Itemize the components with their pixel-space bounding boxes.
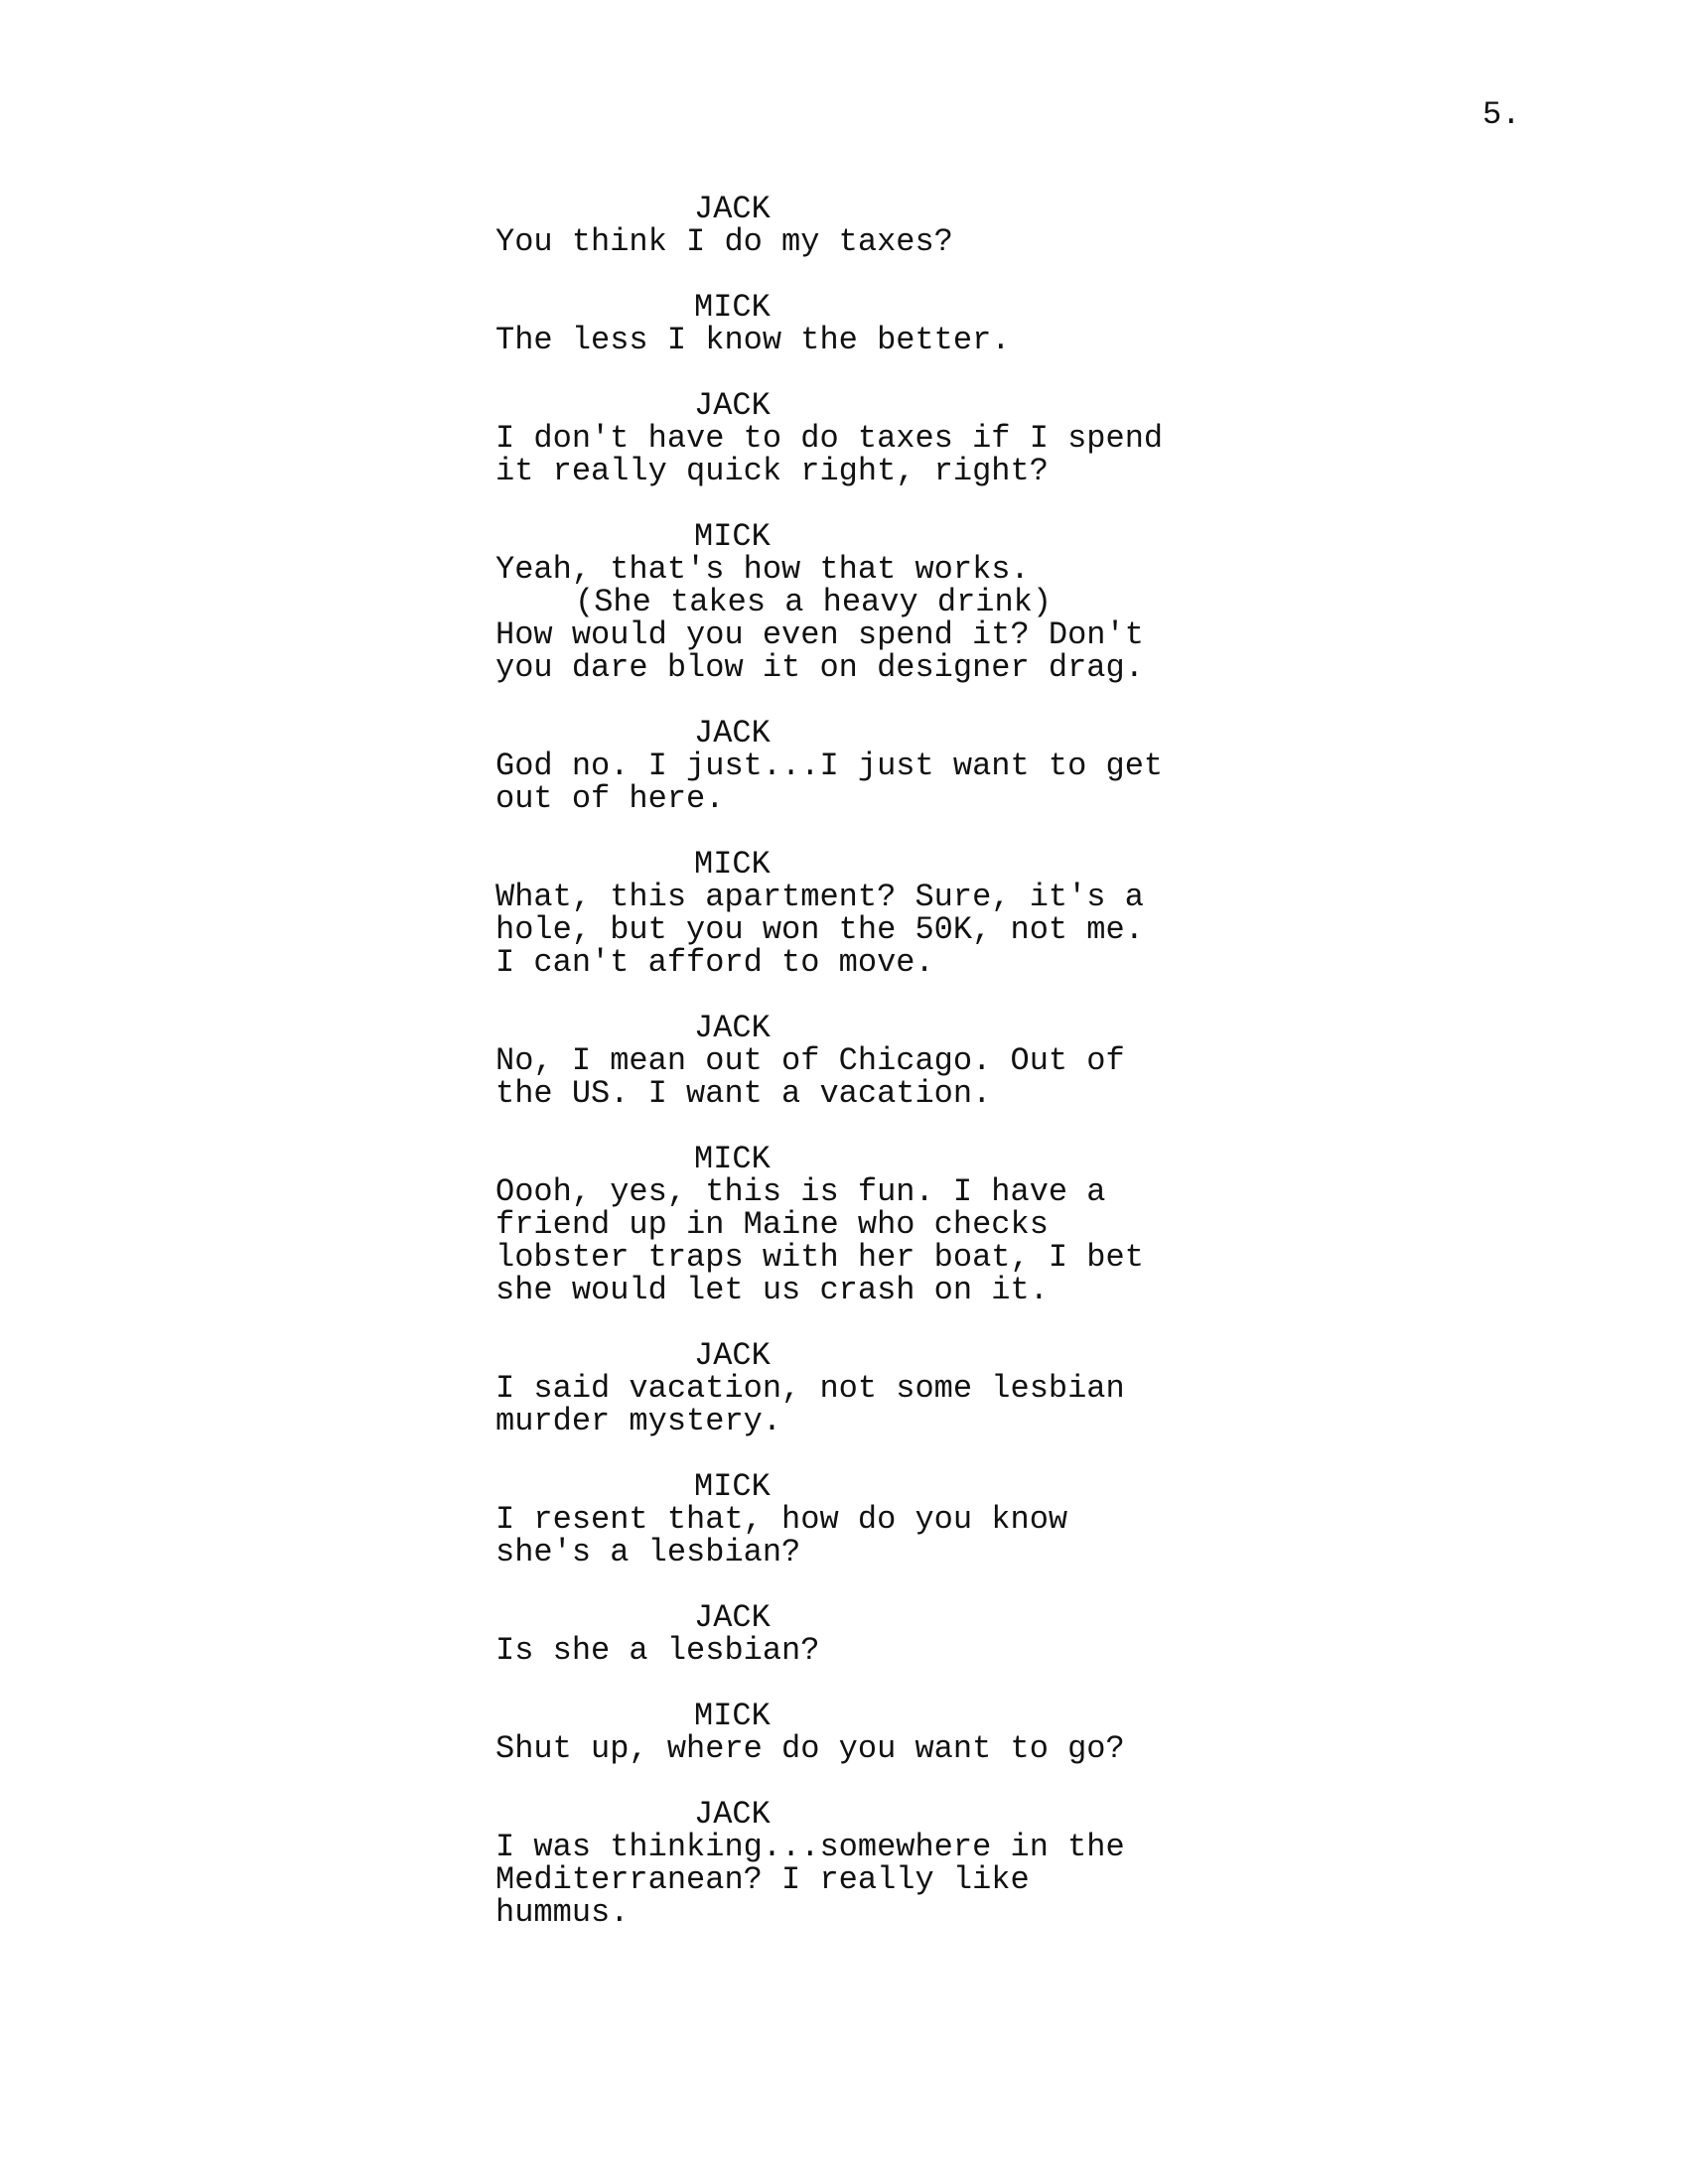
dialogue-block	[495, 1470, 1290, 1569]
character-name: JACK	[694, 1010, 771, 1046]
character-name: MICK	[694, 846, 771, 883]
dialogue-line: Oooh, yes, this is fun. I have a	[495, 1173, 1106, 1210]
dialogue-line: it really quick right, right?	[495, 453, 1049, 489]
character-name: JACK	[694, 191, 771, 227]
dialogue-list	[495, 193, 1290, 1962]
dialogue-block	[495, 717, 1290, 815]
dialogue-line: lobster traps with her boat, I bet	[495, 1239, 1144, 1276]
dialogue-line: How would you even spend it? Don't	[495, 616, 1144, 653]
dialogue-block	[495, 291, 1290, 356]
dialogue-block	[495, 848, 1290, 979]
dialogue-block	[495, 1798, 1290, 1929]
dialogue-line: Is she a lesbian?	[495, 1632, 820, 1669]
dialogue-block	[495, 389, 1290, 487]
dialogue-line: you dare blow it on designer drag.	[495, 649, 1144, 686]
parenthetical: (She takes a heavy drink)	[575, 584, 1053, 620]
page-number: 5.	[1482, 96, 1521, 133]
dialogue-block	[495, 1700, 1290, 1765]
dialogue-line: friend up in Maine who checks	[495, 1206, 1049, 1243]
character-name: MICK	[694, 1141, 771, 1177]
dialogue-block	[495, 1601, 1290, 1667]
character-name: JACK	[694, 1599, 771, 1636]
dialogue-line: she's a lesbian?	[495, 1534, 801, 1570]
dialogue-line: Shut up, where do you want to go?	[495, 1730, 1125, 1767]
dialogue-line: out of here.	[495, 780, 725, 817]
dialogue-line: God no. I just...I just want to get	[495, 748, 1164, 784]
dialogue-line: No, I mean out of Chicago. Out of	[495, 1042, 1125, 1079]
dialogue-line: You think I do my taxes?	[495, 223, 953, 260]
dialogue-block	[495, 1339, 1290, 1437]
dialogue-line: she would let us crash on it.	[495, 1272, 1049, 1308]
character-name: JACK	[694, 387, 771, 424]
dialogue-line: Yeah, that's how that works.	[495, 551, 1030, 588]
dialogue-block	[495, 1143, 1290, 1306]
character-name: JACK	[694, 1337, 771, 1374]
dialogue-line: What, this apartment? Sure, it's a	[495, 879, 1144, 915]
dialogue-line: the US. I want a vacation.	[495, 1075, 992, 1112]
dialogue-line: I resent that, how do you know	[495, 1501, 1068, 1538]
dialogue-line: I was thinking...somewhere in the	[495, 1829, 1125, 1865]
dialogue-line: I don't have to do taxes if I spend	[495, 420, 1164, 457]
dialogue-line: murder mystery.	[495, 1403, 782, 1439]
character-name: MICK	[694, 1468, 771, 1505]
character-name: JACK	[694, 1796, 771, 1833]
character-name: MICK	[694, 289, 771, 326]
dialogue-line: I said vacation, not some lesbian	[495, 1370, 1125, 1407]
dialogue-block	[495, 520, 1290, 684]
dialogue-line: I can't afford to move.	[495, 944, 934, 981]
dialogue-line: Mediterranean? I really like	[495, 1861, 1030, 1898]
character-name: MICK	[694, 518, 771, 555]
character-name: JACK	[694, 715, 771, 751]
dialogue-line: hummus.	[495, 1894, 630, 1931]
dialogue-block	[495, 193, 1290, 258]
character-name: MICK	[694, 1698, 771, 1734]
dialogue-line: The less I know the better.	[495, 322, 1011, 358]
dialogue-block	[495, 1012, 1290, 1110]
dialogue-line: hole, but you won the 50K, not me.	[495, 911, 1144, 948]
